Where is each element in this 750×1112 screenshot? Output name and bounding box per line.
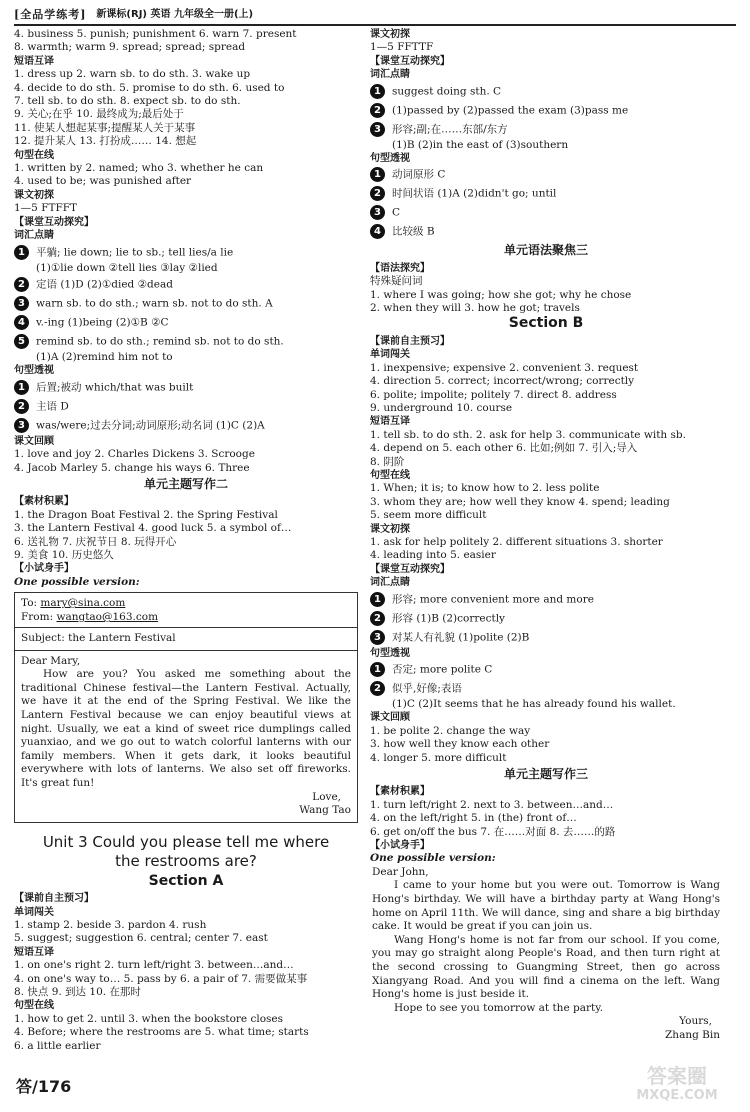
number-badge: 4	[370, 224, 385, 239]
text-line: 4. leading into 5. easier	[370, 549, 496, 562]
text-line: 7. tell sb. to do sth. 8. expect sb. to do sth.	[14, 95, 241, 108]
text-line: 9. 关心;在乎 10. 最终成为;最后处于	[14, 108, 184, 121]
text-line: 1. written by 2. named; who 3. whether he can	[14, 162, 264, 175]
text-line: 6. polite; impolite; politely 7. direct 8. address	[370, 388, 617, 401]
item-subline: (1)C (2)It seems that he has already found his wallet.	[392, 698, 676, 710]
email-signature: Wang Tao	[299, 804, 351, 817]
page-header	[14, 6, 734, 24]
text-line: 1. love and joy 2. Charles Dickens 3. Scrooge	[14, 448, 255, 461]
grammar-title: 单元语法聚焦三	[503, 243, 588, 258]
watermark	[618, 1066, 736, 1106]
numbered-item	[370, 679, 722, 698]
text-line: 4. used to be; was punished after	[14, 175, 192, 188]
letter-paragraph: I came to your home but you were out. Tomorrow is Wang Hong's birthday. We will have a birthday party at Wang Hong's home on April 11th. We will dance, sing and share a big birthday cake. It would be great if you can join us.	[372, 879, 720, 933]
email-from	[21, 610, 351, 624]
text-line: 4. on the left/right 5. in (the) front of…	[370, 812, 577, 825]
page-number: 答/176	[16, 1077, 72, 1096]
numbered-item	[14, 378, 358, 397]
section-heading: 句型在线	[14, 149, 54, 161]
section-heading: 单词闯关	[14, 906, 54, 918]
bracket-heading: 【课堂互动探究】	[370, 563, 450, 575]
letter	[370, 866, 722, 1043]
item-text: suggest doing sth. C	[392, 85, 502, 98]
number-badge: 2	[370, 611, 385, 626]
section-heading: 单词闯关	[370, 349, 410, 361]
section-heading: 句型透视	[370, 647, 410, 659]
letter-paragraph: Wang Hong's home is not far from our school. If you come, you may go straight along People's Road, and then turn right at the second crossing to Guangming Street, then go across Xiangyang Road. And you will find a cinema on the left. Wang Hong's home is just beside it.	[372, 933, 720, 1001]
text-line: 1. turn left/right 2. next to 3. between…and…	[370, 798, 614, 811]
text-line: 1. the Dragon Boat Festival 2. the Spring Festival	[14, 508, 278, 521]
bracket-heading: 【课前自主预习】	[14, 893, 94, 905]
numbered-item	[370, 660, 722, 679]
text-line: 1—5 FTFFT	[14, 202, 78, 215]
text-line: 1. tell sb. to do sth. 2. ask for help 3. communicate with sb.	[370, 428, 686, 441]
number-badge: 1	[14, 245, 29, 260]
number-badge: 1	[370, 84, 385, 99]
item-text: 似乎,好像;表语	[392, 682, 462, 695]
bracket-heading: 【课堂互动探究】	[14, 216, 94, 228]
text-line: 3. whom they are; how well they know 4. spend; leading	[370, 495, 670, 508]
text-line: 1. on one's right 2. turn left/right 3. between…and…	[14, 959, 294, 972]
section-heading: 句型透视	[370, 153, 410, 165]
text-line: 11. 使某人想起某事;提醒某人关于某事	[14, 121, 196, 134]
text-line: 9. underground 10. course	[370, 401, 513, 414]
text-line: 1. When; it is; to know how to 2. less polite	[370, 482, 600, 495]
item-text: warn sb. to do sth.; warn sb. not to do sth. A	[36, 297, 273, 310]
left-column	[14, 28, 358, 1053]
text-line: 1. be polite 2. change the way	[370, 724, 531, 737]
text-line: 1. dress up 2. warn sb. to do sth. 3. wake up	[14, 68, 251, 81]
item-text: was/were;过去分词;动词原形;动名词 (1)C (2)A	[36, 419, 265, 432]
numbered-item	[370, 184, 722, 203]
item-text: 后置;被动 which/that was built	[36, 381, 194, 394]
text-line: 6. a little earlier	[14, 1039, 101, 1052]
email-greeting: Dear Mary,	[21, 654, 81, 667]
text-line: 1. where I was going; how she got; why he chose	[370, 288, 632, 301]
number-badge: 5	[14, 334, 29, 349]
numbered-item	[370, 590, 722, 609]
number-badge: 2	[14, 399, 29, 414]
section-heading: 课文回顾	[14, 435, 54, 447]
numbered-item	[370, 203, 722, 222]
section-heading: 句型透视	[14, 365, 54, 377]
item-text: 时间状语 (1)A (2)didn't go; until	[392, 187, 557, 200]
numbered-item	[14, 294, 358, 313]
number-badge: 2	[370, 186, 385, 201]
item-text: 动词原形 C	[392, 168, 446, 181]
text-line: 1. ask for help politely 2. different situations 3. shorter	[370, 535, 663, 548]
email-closing: Love,	[312, 790, 341, 803]
text-line: 2. when they will 3. how he got; travels	[370, 302, 580, 315]
text-line: 6. get on/off the bus 7. 在……对面 8. 去……的路	[370, 825, 616, 838]
section-heading: 课文回顾	[370, 712, 410, 724]
text-line: 8. 快点 9. 到达 10. 在那时	[14, 985, 141, 998]
email-body	[15, 651, 357, 822]
number-badge: 2	[370, 681, 385, 696]
item-text: 比较级 B	[392, 225, 435, 238]
email-subject: Subject: the Lantern Festival	[15, 628, 357, 650]
item-text: 形容;副;在……东部/东方	[392, 123, 508, 136]
section-heading: 课文初探	[370, 523, 410, 535]
text-line: 1. how to get 2. until 3. when the bookstore closes	[14, 1012, 284, 1025]
item-text: 否定; more polite C	[392, 663, 493, 676]
letter-signature: Zhang Bin	[665, 1029, 720, 1041]
text-line: 3. how well they know each other	[370, 738, 550, 751]
item-subline: (1)A (2)remind him not to	[36, 350, 173, 363]
book-subtitle: 新课标(RJ) 英语 九年级全一册(上)	[96, 9, 254, 21]
email-header	[15, 593, 357, 628]
item-text: 形容; more convenient more and more	[392, 593, 594, 606]
item-subline: (1)①lie down ②tell lies ③lay ②lied	[36, 261, 218, 274]
text-line: 4. Before; where the restrooms are 5. what time; starts	[14, 1026, 309, 1039]
section-b-title: Section B	[508, 315, 584, 332]
text-line: 4. decide to do sth. 5. promise to do sth. 6. used to	[14, 81, 285, 94]
item-text: 对某人有礼貌 (1)polite (2)B	[392, 631, 530, 644]
item-text: remind sb. to do sth.; remind sb. not to do sth.	[36, 335, 284, 348]
section-heading: 课文初探	[14, 189, 54, 201]
email-paragraph: How are you? You asked me something about the traditional Chinese festival—the Lantern Festival. Actually, we have it at the end of the Spring Festival. We like the Lantern Festival because we can enjoy beautiful views at night. Usually, we eat a kind of sweet rice dumplings called yuanxiao, and we go out to watch colorful lanterns with our family members. When it gets dark, it looks beautiful everywhere with lots of lanterns. We also set off fireworks. It's great fun!	[21, 668, 351, 789]
number-badge: 2	[370, 103, 385, 118]
grammar-subtitle: 特殊疑问词	[370, 275, 423, 288]
number-badge: 4	[14, 315, 29, 330]
text-line: 6. 送礼物 7. 庆祝节日 8. 玩得开心	[14, 535, 177, 548]
item-text: v.-ing (1)being (2)①B ②C	[36, 316, 169, 329]
numbered-item	[14, 332, 358, 351]
writing-title: 单元主题写作三	[503, 767, 588, 782]
numbered-item	[14, 275, 358, 294]
text-line: 9. 美食 10. 历史悠久	[14, 548, 114, 561]
text-line: 4. direction 5. correct; incorrect/wrong; correctly	[370, 375, 635, 388]
text-line: 4. longer 5. more difficult	[370, 751, 507, 764]
number-badge: 1	[370, 662, 385, 677]
section-a-title: Section A	[148, 872, 224, 889]
text-line: 5. seem more difficult	[370, 509, 487, 522]
bracket-heading: 【素材积累】	[370, 786, 430, 798]
item-text: 定语 (1)D (2)①died ②dead	[36, 278, 173, 291]
text-line: 8. 阴阶	[370, 455, 405, 468]
number-badge: 3	[14, 296, 29, 311]
version-label: One possible version:	[14, 575, 140, 588]
text-line: 1. inexpensive; expensive 2. convenient 3. request	[370, 361, 639, 374]
numbered-item	[14, 243, 358, 262]
unit-title-line: the restrooms are?	[115, 851, 257, 870]
item-text: 形容 (1)B (2)correctly	[392, 612, 505, 625]
text-line: 4. on one's way to… 5. pass by 6. a pair of 7. 需要做某事	[14, 972, 308, 985]
section-heading: 短语互译	[370, 416, 410, 428]
text-line: 3. the Lantern Festival 4. good luck 5. a symbol of…	[14, 522, 292, 535]
numbered-item	[370, 101, 722, 120]
text-line: 4. depend on 5. each other 6. 比如;例如 7. 引入;导入	[370, 442, 638, 455]
section-heading: 词汇点睛	[14, 230, 54, 242]
text-line: 12. 提升某人 13. 打扮成…… 14. 想起	[14, 135, 197, 148]
item-text: C	[392, 206, 401, 219]
writing-title: 单元主题写作二	[143, 476, 228, 491]
section-heading: 句型在线	[14, 1000, 54, 1012]
to-address: mary@sina.com	[40, 597, 126, 610]
numbered-item	[370, 628, 722, 647]
watermark-line: MXQE.COM	[636, 1088, 718, 1103]
number-badge: 1	[370, 167, 385, 182]
text-line: 5. suggest; suggestion 6. central; center 7. east	[14, 932, 268, 945]
section-heading: 短语互译	[14, 946, 54, 958]
email-to	[21, 596, 351, 610]
number-badge: 3	[370, 205, 385, 220]
item-subline: (1)B (2)in the east of (3)southern	[392, 138, 569, 151]
section-heading: 课文初探	[370, 29, 410, 40]
bracket-heading: 【素材积累】	[14, 496, 74, 508]
text-line: 1. stamp 2. beside 3. pardon 4. rush	[14, 918, 207, 931]
bracket-heading: 【小试身手】	[14, 563, 74, 575]
numbered-item	[370, 120, 722, 139]
number-badge: 3	[370, 630, 385, 645]
section-heading: 句型在线	[370, 469, 410, 481]
section-heading: 短语互译	[14, 55, 54, 67]
bracket-heading: 【课前自主预习】	[370, 335, 450, 347]
number-badge: 2	[14, 277, 29, 292]
unit-title-line: Unit 3 Could you please tell me where	[42, 832, 330, 851]
number-badge: 3	[370, 122, 385, 137]
numbered-item	[14, 416, 358, 435]
letter-paragraph: Hope to see you tomorrow at the party.	[394, 1001, 604, 1014]
version-label: One possible version:	[370, 852, 496, 865]
text-line: 4. Jacob Marley 5. change his ways 6. Three	[14, 461, 250, 474]
numbered-item	[370, 609, 722, 628]
section-heading: 词汇点睛	[370, 577, 410, 589]
unit-title	[14, 827, 358, 873]
text-line: 4. business 5. punish; punishment 6. warn 7. present	[14, 28, 297, 40]
email-box	[14, 592, 358, 823]
number-badge: 1	[14, 380, 29, 395]
number-badge: 3	[14, 418, 29, 433]
numbered-item	[370, 222, 722, 241]
header-rule	[14, 24, 736, 26]
item-text: 平躺; lie down; lie to sb.; tell lies/a lie	[36, 246, 234, 258]
numbered-item	[14, 313, 358, 332]
from-label: From:	[21, 611, 57, 624]
watermark-line: 答案圈	[647, 1064, 707, 1088]
from-address: wangtao@163.com	[56, 611, 159, 624]
item-text: 主语 D	[36, 400, 69, 413]
letter-greeting: Dear John,	[372, 865, 429, 878]
numbered-item	[14, 397, 358, 416]
bracket-heading: 【课堂互动探究】	[370, 55, 450, 67]
number-badge: 1	[370, 592, 385, 607]
numbered-item	[370, 82, 722, 101]
right-column	[370, 28, 722, 1043]
letter-closing: Yours,	[679, 1015, 712, 1028]
item-text: (1)passed by (2)passed the exam (3)pass me	[392, 104, 629, 117]
numbered-item	[370, 165, 722, 184]
section-heading: 词汇点睛	[370, 69, 410, 81]
bracket-heading: 【小试身手】	[370, 840, 430, 852]
text-line: 1—5 FFTTF	[370, 41, 434, 54]
brand-title: [全品学练考]	[14, 8, 87, 22]
text-line: 8. warmth; warm 9. spread; spread; spread	[14, 41, 246, 54]
to-label: To:	[21, 597, 41, 610]
bracket-heading: 【语法探究】	[370, 262, 430, 274]
